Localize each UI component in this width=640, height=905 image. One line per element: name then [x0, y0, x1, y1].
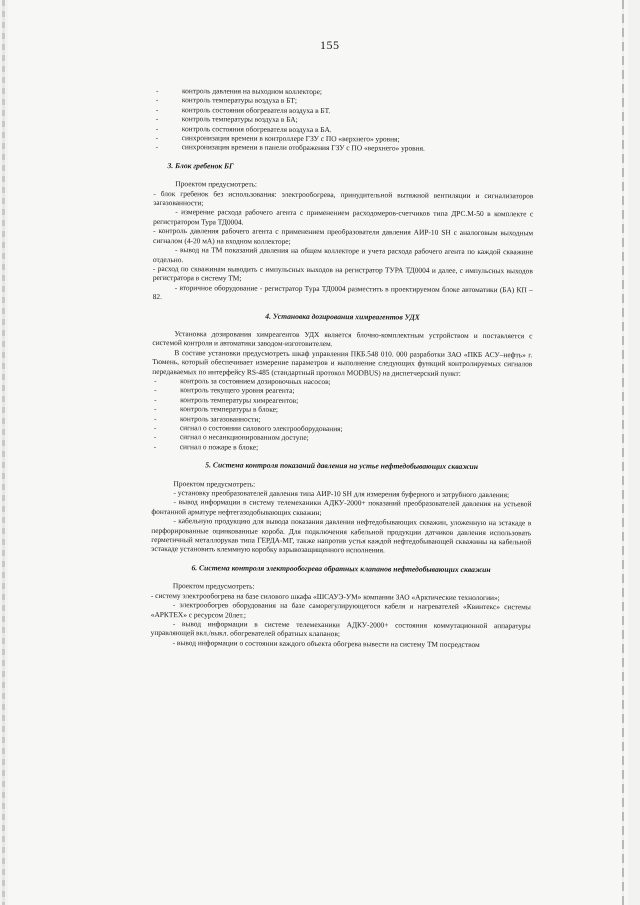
page-content	[151, 86, 534, 649]
paragraph: В составе установки предусмотреть шкаф управления ПКБ.548 010. 000 разработки ЗАО «ПКБ АСУ–нефть» г. Тюмень, который обеспечивает измерение параметров и выполнение следующих функций контролируемых сигналов передаваемых по интерфейсу RS-485 (стандартный протокол MODBUS) на диспетчерский пункт:	[152, 347, 533, 378]
paragraph: - измерение расхода рабочего агента с применением расходомеров-счетчиков типа ДРС.М-50 в комплекте с регистратором Тура ТД0004.	[153, 207, 534, 227]
scan-edge-right	[622, 0, 624, 905]
bullet-dash: -	[155, 95, 159, 105]
list-item: - сигнал о несанкционированном доступе;	[153, 432, 309, 443]
list-item: - контроль загазованности;	[153, 413, 261, 424]
list-item: - контроль температуры химреагентов;	[154, 394, 299, 405]
paragraph: - вывод информации в систему телемеханики АДКУ-2000+ показаний преобразователей давления на устьевой фонтанной арматуре нефтегазодобывающих скважин;	[151, 497, 532, 517]
bullet-dash: -	[154, 375, 157, 385]
paragraph: - установку преобразователей давления типа АИР-10 SH для измерения буферного и затрубного давления;	[173, 488, 510, 500]
paragraph: - вывод на ТМ показаний давления на общем коллекторе и учета расхода рабочего агента по каждой скважине отдельно.	[152, 245, 534, 264]
list-item: - контроль за состоянием дозировочных насосов;	[154, 375, 331, 387]
section-4-heading: 4. Установка дозирования химреагентов УДХ	[265, 311, 420, 322]
list-item: - сигнал о пожаре в блоке;	[153, 441, 259, 452]
section-3-intro: Проектом предусмотреть:	[175, 179, 258, 189]
document-page	[8, 0, 628, 905]
paragraph: - вывод информации в системе телемеханики АДКУ-2000+ состояния коммутационной аппаратуры управляющей вкл./выкл. обогревателей обратных клапанов;	[150, 619, 531, 639]
section-6-heading: 6. Система контроля электрообогрева обратных клапанов нефтедобывающих скважин	[191, 563, 491, 574]
paragraph: - контроль давления рабочего агента с применением преобразователя давления АИР-10 SH с аналоговым выходным сигналом (4-20 мА) на входном коллекторе;	[153, 226, 534, 246]
bullet-dash: -	[155, 123, 159, 133]
paragraph: - вторичное оборудование - регистратор Тура ТД0004 разместить в проектируемом блоке автоматики (БА) КП – 82.	[152, 282, 533, 302]
list-item: - контроль температуры в блоке;	[154, 404, 279, 414]
bullet-dash: -	[153, 441, 157, 451]
bullet-dash: -	[153, 413, 157, 423]
section-4-bullet-list	[152, 376, 532, 454]
bullet-dash: -	[153, 423, 157, 433]
list-item: - контроль температуры воздуха в БТ;	[155, 95, 298, 106]
bullet-dash: -	[155, 86, 159, 96]
bullet-dash: -	[155, 133, 159, 143]
section-5-heading: 5. Система контроля показаний давления на устье нефтедобывающих скважин	[205, 460, 479, 472]
bullet-dash: -	[154, 385, 157, 395]
bullet-dash: -	[155, 142, 159, 152]
bullet-dash: -	[155, 114, 159, 124]
bullet-dash: -	[155, 104, 159, 114]
list-item: - сигнал о состоянии силового электрооборудования;	[153, 423, 343, 434]
paragraph: - вывод информации о состоянии каждого объекта обогрева вывести на систему ТМ посредством	[172, 637, 480, 649]
list-item: - синхронизация времени в контроллере ГЗУ с ПО «верхнего» уровня;	[155, 133, 400, 144]
paragraph: - систему электрообогрева на базе силового шкафа «ШСАУЭ-УМ» компании ЗАО «Арктические технологии»;	[150, 590, 500, 602]
list-item: - синхронизация времени в панели отображения ГЗУ с ПО «верхнего» уровня.	[155, 142, 425, 154]
paragraph: - блок гребенок без использования: электрообогрева, принудительной вытяжной вентиляции и сигнализаторов загазованности;	[153, 188, 534, 208]
paragraph: Установка дозирования химреагентов УДХ является блочно-комплектным устройством и поставляется с системой контроля и автоматики заводом-изготовителем.	[152, 329, 533, 349]
list-item: - контроль температуры воздуха в БА;	[155, 114, 298, 125]
bullet-dash: -	[154, 404, 157, 414]
page-number: 155	[320, 38, 340, 52]
scan-edge-left	[2, 0, 5, 905]
bullet-dash: -	[154, 394, 157, 404]
paragraph: - кабельную продукцию для вывода показания давления нефтедобывающих скважин, уложенную на эстакаде в перфорированные оцинкованные короба. Для подключения кабельной продукции датчиков давления использовать герметичный металлорукав типа ГЕРДА-МГ, также напротив устья каждой нефтедобывающей скважины на кабельной эстакаде установить клеммную коробку взрывозащищенного исполнения.	[151, 516, 532, 555]
list-item: - контроль текущего уровня реагента;	[154, 385, 295, 396]
top-bullet-list	[154, 86, 534, 154]
section-3-heading: 3. Блок гребенок БГ	[167, 160, 234, 171]
paragraph: - расход по скважинам выводить с импульсных выходов на регистратор ТУРА ТД0004 и далее, с импульсных выходов регистратора в систему ТМ;	[152, 263, 533, 283]
section-6-intro: Проектом предусмотреть:	[172, 581, 255, 591]
paragraph: - электрообогрев оборудования на базе саморегулирующегося кабеля и нагревателей «Квинтекс» системы «АРКТЕХ» с ресурсом 20лет.;	[150, 600, 531, 620]
section-5-intro: Проектом предусмотреть:	[173, 478, 256, 489]
list-item: - контроль состояния обогревателя воздуха в БА.	[155, 123, 332, 134]
bullet-dash: -	[153, 432, 157, 442]
list-item: - контроль состояния обогревателя воздуха в БТ.	[155, 104, 331, 115]
list-item: - контроль давления на выходном коллекторе;	[155, 86, 322, 97]
